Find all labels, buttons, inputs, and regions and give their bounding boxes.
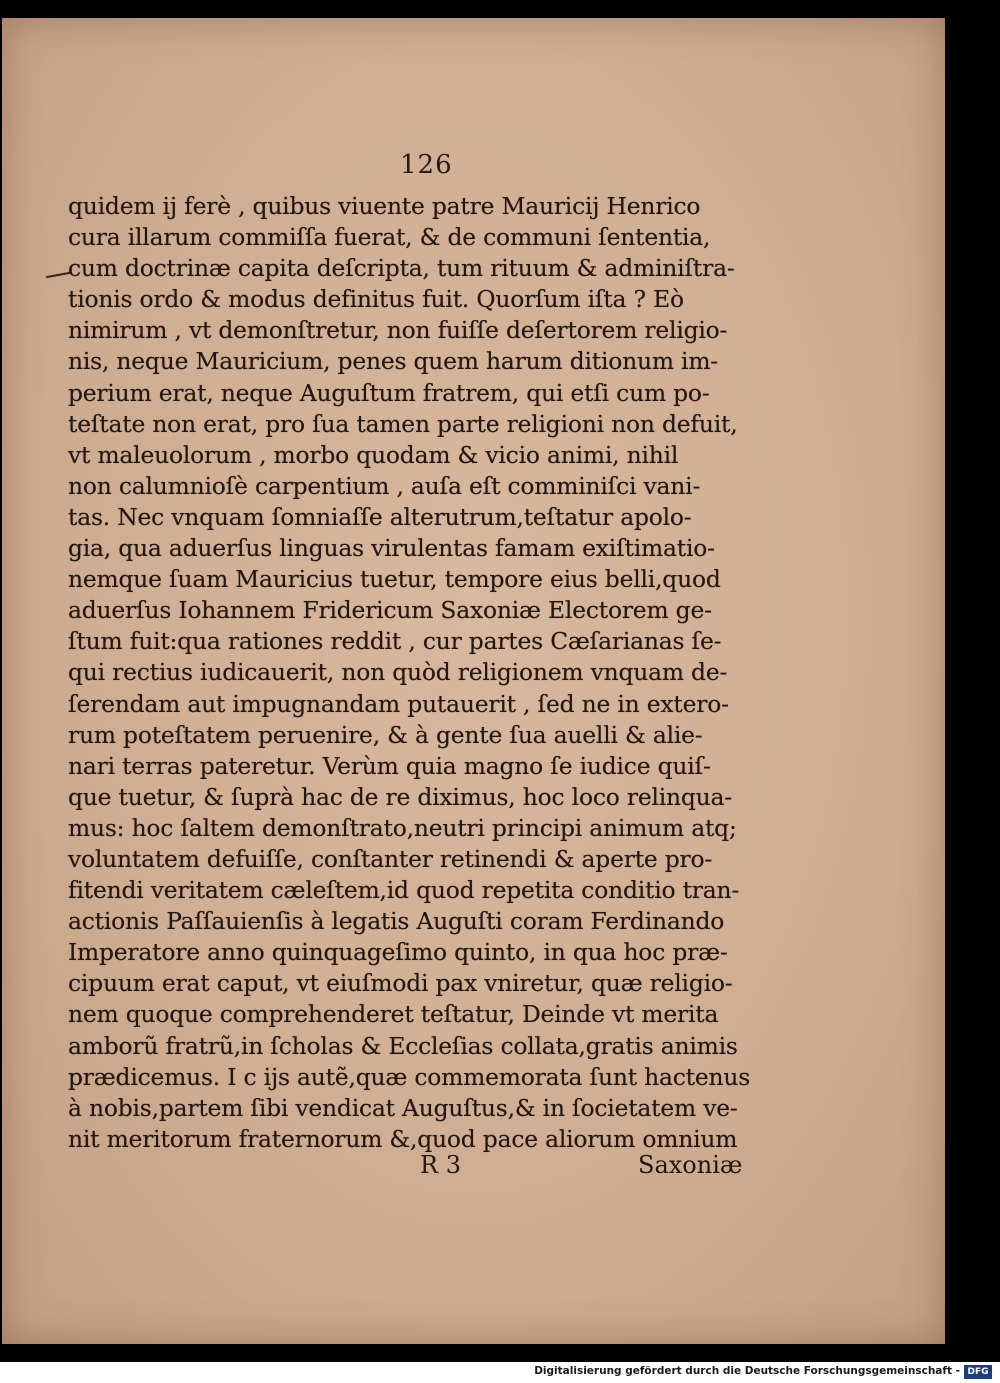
text-line: nemque ſuam Mauricius tuetur, tempore eius belli,quod <box>68 565 721 594</box>
text-line: tas. Nec vnquam ſomniaſſe alterutrum,teſtatur apolo- <box>68 502 692 531</box>
text-line: perium erat, neque Auguſtum fratrem, qui etſi cum po- <box>68 378 710 407</box>
text-line: rum poteſtatem peruenire, & à gente ſua auelli & alie- <box>68 720 703 749</box>
text-line: qui rectius iudicauerit, non quòd religionem vnquam de- <box>68 658 728 687</box>
page-foot <box>420 1151 780 1183</box>
text-line: nem quoque comprehenderet teſtatur, Deinde vt merita <box>68 1000 719 1029</box>
text-line: mus: hoc ſaltem demonſtrato,neutri principi animum atq; <box>68 813 737 842</box>
text-line: teſtate non erat, pro ſua tamen parte religioni non defuit, <box>68 409 738 438</box>
text-line: fitendi veritatem cæleſtem,id quod repetita conditio tran- <box>68 876 740 905</box>
text-line: non calumnioſè carpentium , auſa eſt comminiſci vani- <box>68 471 701 500</box>
text-line: amborũ fratrũ,in ſcholas & Eccleſias collata,gratis animis <box>68 1031 738 1060</box>
text-line: vt maleuolorum , morbo quodam & vicio animi, nihil <box>68 440 679 469</box>
page-number: 126 <box>400 150 453 180</box>
catchword: Saxoniæ <box>638 1151 743 1179</box>
text-line: voluntatem defuiſſe, conſtanter retinendi & aperte pro- <box>68 844 713 873</box>
text-line: prædicemus. I c ijs autẽ,quæ commemorata ſunt hactenus <box>68 1062 751 1091</box>
text-line: cum doctrinæ capita deſcripta, tum rituum & adminiſtra- <box>68 254 735 283</box>
margin-mark <box>46 272 70 278</box>
book-page <box>2 18 945 1344</box>
text-line: cipuum erat caput, vt eiuſmodi pax vniretur, quæ religio- <box>68 969 733 998</box>
text-line: gia, qua aduerſus linguas virulentas famam exiſtimatio- <box>68 534 715 563</box>
text-line: quidem ij ferè , quibus viuente patre Mauricij Henrico <box>68 192 701 220</box>
text-line: actionis Paſſauienſis à legatis Auguſti coram Ferdinando <box>68 907 725 936</box>
text-line: ſerendam aut impugnandam putauerit , ſed ne in extero- <box>68 689 729 718</box>
dfg-logo: DFG <box>964 1365 992 1379</box>
text-line: cura illarum commiſſa fuerat, & de communi ſententia, <box>68 223 711 252</box>
body-text <box>68 191 768 1155</box>
text-line: tionis ordo & modus definitus fuit. Quorſum iſta ? Eò <box>68 285 684 314</box>
funding-credit: Digitalisierung gefördert durch die Deutsche Forschungsgemeinschaft - <box>534 1365 960 1377</box>
text-line: aduerſus Iohannem Fridericum Saxoniæ Electorem ge- <box>68 596 712 625</box>
text-line: à nobis,partem ſibi vendicat Auguſtus,& in ſocietatem ve- <box>68 1093 738 1122</box>
text-line: nit meritorum fraternorum &,quod pace aliorum omnium <box>68 1124 738 1153</box>
signature-mark: R 3 <box>420 1151 461 1179</box>
text-line: que tuetur, & ſuprà hac de re diximus, hoc loco relinqua- <box>68 782 732 811</box>
text-line: Imperatore anno quinquageſimo quinto, in qua hoc præ- <box>68 938 728 967</box>
text-line: nimirum , vt demonſtretur, non fuiſſe deſertorem religio- <box>68 316 728 345</box>
text-line: nis, neque Mauricium, penes quem harum ditionum im- <box>68 347 719 376</box>
footer-bar <box>0 1362 1000 1383</box>
text-line: ſtum fuit:qua rationes reddit , cur partes Cæſarianas ſe- <box>68 627 722 656</box>
text-line: nari terras pateretur. Verùm quia magno ſe iudice quiſ- <box>68 751 711 780</box>
